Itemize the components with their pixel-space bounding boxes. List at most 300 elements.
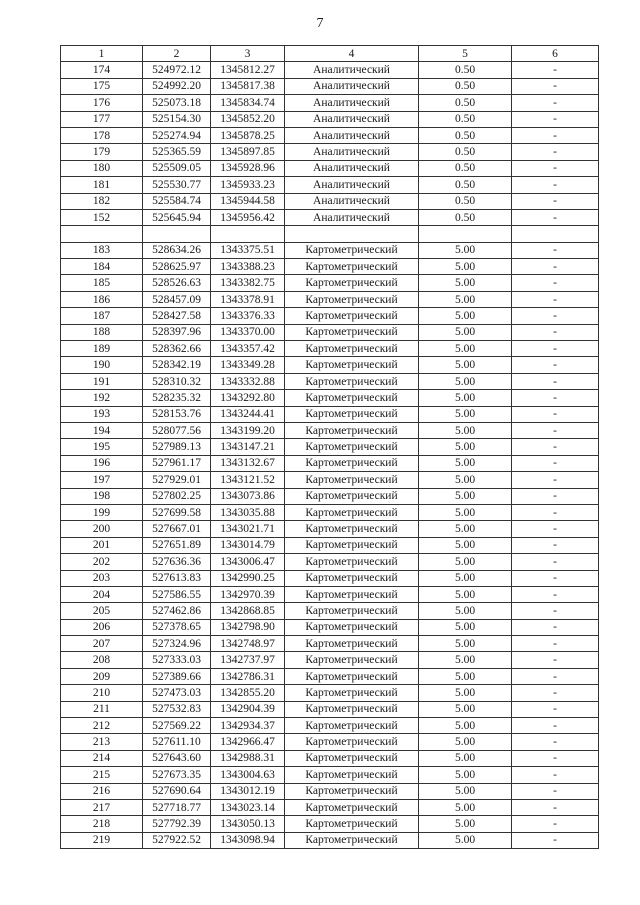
table-cell: -: [512, 767, 599, 783]
table-cell: -: [512, 603, 599, 619]
table-cell: 0.50: [419, 127, 512, 143]
table-cell: Картометрический: [285, 718, 419, 734]
table-cell: Картометрический: [285, 783, 419, 799]
table-cell: Картометрический: [285, 373, 419, 389]
table-cell: 207: [61, 636, 143, 652]
table-cell: 5.00: [419, 816, 512, 832]
table-cell: 528362.66: [143, 341, 211, 357]
table-cell: -: [512, 636, 599, 652]
table-row: [61, 521, 599, 537]
table-cell: 1342970.39: [211, 586, 285, 602]
table-row: [61, 341, 599, 357]
table-row: [61, 62, 599, 78]
table-row: [61, 226, 599, 242]
table-row: [61, 291, 599, 307]
table-cell: -: [512, 832, 599, 848]
table-cell: Картометрический: [285, 242, 419, 258]
table-cell: 527636.36: [143, 554, 211, 570]
table-cell: -: [512, 373, 599, 389]
table-row: [61, 144, 599, 160]
table-cell: -: [512, 783, 599, 799]
table-cell: 1342988.31: [211, 750, 285, 766]
table-cell: -: [512, 537, 599, 553]
table-cell: 528625.97: [143, 259, 211, 275]
table-cell: 1345897.85: [211, 144, 285, 160]
table-cell: 525274.94: [143, 127, 211, 143]
table-cell: -: [512, 685, 599, 701]
table-cell: 5.00: [419, 373, 512, 389]
table-cell: 527473.03: [143, 685, 211, 701]
table-cell: 1343035.88: [211, 504, 285, 520]
table-row: [61, 718, 599, 734]
table-cell: 175: [61, 78, 143, 94]
table-cell: 527802.25: [143, 488, 211, 504]
table-cell: -: [512, 209, 599, 225]
table-cell: -: [512, 799, 599, 815]
table-cell: -: [512, 701, 599, 717]
table-cell: 208: [61, 652, 143, 668]
table-cell: 5.00: [419, 439, 512, 455]
table-cell: 525645.94: [143, 209, 211, 225]
table-cell: 5.00: [419, 799, 512, 815]
table-cell: Картометрический: [285, 275, 419, 291]
table-cell: 527389.66: [143, 668, 211, 684]
table-cell: 5.00: [419, 685, 512, 701]
table-cell: 1343098.94: [211, 832, 285, 848]
table-cell: Картометрический: [285, 259, 419, 275]
table-cell: -: [512, 619, 599, 635]
table-cell: Картометрический: [285, 767, 419, 783]
table-cell: 1343021.71: [211, 521, 285, 537]
table-row: [61, 603, 599, 619]
table-cell: 5.00: [419, 488, 512, 504]
table-cell: 527611.10: [143, 734, 211, 750]
table-row: [61, 177, 599, 193]
table-cell: Картометрический: [285, 439, 419, 455]
table-cell: 206: [61, 619, 143, 635]
table-cell: 1345928.96: [211, 160, 285, 176]
table-row: [61, 308, 599, 324]
table-cell: 1343388.23: [211, 259, 285, 275]
table-row: [61, 472, 599, 488]
table-row: [61, 455, 599, 471]
table-cell: 1342798.90: [211, 619, 285, 635]
table-cell: -: [512, 95, 599, 111]
table-cell: 5.00: [419, 586, 512, 602]
table-row: [61, 95, 599, 111]
table-cell: 205: [61, 603, 143, 619]
table-cell: -: [512, 586, 599, 602]
table-cell: Картометрический: [285, 701, 419, 717]
table-cell: 527989.13: [143, 439, 211, 455]
table-cell: 5.00: [419, 275, 512, 291]
table-cell: 195: [61, 439, 143, 455]
table-cell: 5.00: [419, 570, 512, 586]
table-cell: 1343357.42: [211, 341, 285, 357]
table-cell: 0.50: [419, 62, 512, 78]
table-cell: Аналитический: [285, 144, 419, 160]
table-cell: Аналитический: [285, 78, 419, 94]
table-cell: 527613.83: [143, 570, 211, 586]
table-cell: 181: [61, 177, 143, 193]
table-cell: [512, 226, 599, 242]
table-cell: 5.00: [419, 718, 512, 734]
column-header: 5: [419, 46, 512, 62]
table-row: [61, 406, 599, 422]
table-cell: 528397.96: [143, 324, 211, 340]
table-cell: 1343121.52: [211, 472, 285, 488]
table-row: [61, 586, 599, 602]
table-row: [61, 422, 599, 438]
table-cell: 186: [61, 291, 143, 307]
table-cell: -: [512, 734, 599, 750]
table-cell: Картометрический: [285, 422, 419, 438]
table-cell: 527378.65: [143, 619, 211, 635]
table-cell: 5.00: [419, 390, 512, 406]
table-cell: 527333.03: [143, 652, 211, 668]
table-cell: 187: [61, 308, 143, 324]
table-cell: 527699.58: [143, 504, 211, 520]
table-row: [61, 259, 599, 275]
table-cell: 5.00: [419, 554, 512, 570]
table-cell: Аналитический: [285, 62, 419, 78]
table-cell: -: [512, 406, 599, 422]
table-cell: [143, 226, 211, 242]
table-cell: 5.00: [419, 455, 512, 471]
table-cell: 5.00: [419, 242, 512, 258]
table-cell: -: [512, 242, 599, 258]
table-cell: 524992.20: [143, 78, 211, 94]
table-row: [61, 799, 599, 815]
table-cell: -: [512, 341, 599, 357]
table-cell: 1343073.86: [211, 488, 285, 504]
table-cell: 525530.77: [143, 177, 211, 193]
column-header: 4: [285, 46, 419, 62]
table-cell: -: [512, 177, 599, 193]
table-cell: Картометрический: [285, 537, 419, 553]
table-row: [61, 193, 599, 209]
table-cell: -: [512, 193, 599, 209]
table-cell: 525584.74: [143, 193, 211, 209]
table-cell: 528153.76: [143, 406, 211, 422]
table-row: [61, 209, 599, 225]
table-cell: 5.00: [419, 767, 512, 783]
table-row: [61, 685, 599, 701]
table-cell: Картометрический: [285, 521, 419, 537]
table-cell: Аналитический: [285, 95, 419, 111]
table-cell: Картометрический: [285, 636, 419, 652]
table-cell: -: [512, 455, 599, 471]
table-cell: Картометрический: [285, 390, 419, 406]
table-cell: 525509.05: [143, 160, 211, 176]
table-cell: 5.00: [419, 537, 512, 553]
table-cell: 219: [61, 832, 143, 848]
table-row: [61, 554, 599, 570]
table-cell: -: [512, 652, 599, 668]
table-cell: Картометрический: [285, 308, 419, 324]
table-cell: 528457.09: [143, 291, 211, 307]
table-cell: Картометрический: [285, 406, 419, 422]
table-cell: 5.00: [419, 783, 512, 799]
table-cell: -: [512, 472, 599, 488]
table-cell: Аналитический: [285, 209, 419, 225]
table-cell: 5.00: [419, 750, 512, 766]
table-cell: -: [512, 521, 599, 537]
table-cell: 527651.89: [143, 537, 211, 553]
table-cell: Картометрический: [285, 750, 419, 766]
table-cell: Аналитический: [285, 193, 419, 209]
table-cell: -: [512, 111, 599, 127]
table-cell: 217: [61, 799, 143, 815]
table-cell: 197: [61, 472, 143, 488]
table-cell: 5.00: [419, 357, 512, 373]
table-cell: 1342934.37: [211, 718, 285, 734]
table-cell: Картометрический: [285, 816, 419, 832]
table-cell: 1345812.27: [211, 62, 285, 78]
table-cell: 177: [61, 111, 143, 127]
table-cell: 1345852.20: [211, 111, 285, 127]
table-cell: -: [512, 259, 599, 275]
table-cell: 178: [61, 127, 143, 143]
table-cell: Картометрический: [285, 799, 419, 815]
table-row: [61, 373, 599, 389]
table-cell: 524972.12: [143, 62, 211, 78]
table-cell: 1343292.80: [211, 390, 285, 406]
table-cell: 1345817.38: [211, 78, 285, 94]
table-cell: 210: [61, 685, 143, 701]
table-cell: 1343370.00: [211, 324, 285, 340]
table-cell: 5.00: [419, 406, 512, 422]
table-cell: 528526.63: [143, 275, 211, 291]
table-cell: -: [512, 78, 599, 94]
table-cell: 528077.56: [143, 422, 211, 438]
table-cell: 528634.26: [143, 242, 211, 258]
table-row: [61, 324, 599, 340]
table-cell: 185: [61, 275, 143, 291]
table-row: [61, 439, 599, 455]
table-cell: -: [512, 324, 599, 340]
table-cell: 5.00: [419, 668, 512, 684]
table-cell: 201: [61, 537, 143, 553]
table-cell: 176: [61, 95, 143, 111]
table-cell: 190: [61, 357, 143, 373]
table-cell: 182: [61, 193, 143, 209]
table-cell: Картометрический: [285, 603, 419, 619]
table-cell: 184: [61, 259, 143, 275]
table-cell: -: [512, 750, 599, 766]
table-cell: Картометрический: [285, 586, 419, 602]
table-row: [61, 701, 599, 717]
table-row: [61, 832, 599, 848]
table-cell: 152: [61, 209, 143, 225]
column-header: 2: [143, 46, 211, 62]
table-cell: 5.00: [419, 341, 512, 357]
table-cell: 1345834.74: [211, 95, 285, 111]
table-row: [61, 275, 599, 291]
table-cell: 179: [61, 144, 143, 160]
table-cell: 1342748.97: [211, 636, 285, 652]
table-cell: 180: [61, 160, 143, 176]
table-cell: -: [512, 308, 599, 324]
table-cell: 527532.83: [143, 701, 211, 717]
table-cell: -: [512, 439, 599, 455]
table-cell: 1345933.23: [211, 177, 285, 193]
table-cell: 191: [61, 373, 143, 389]
table-body: [61, 62, 599, 849]
table-cell: Аналитический: [285, 127, 419, 143]
table-cell: 1343332.88: [211, 373, 285, 389]
column-header: 1: [61, 46, 143, 62]
table-cell: [419, 226, 512, 242]
table-cell: 196: [61, 455, 143, 471]
table-cell: 527324.96: [143, 636, 211, 652]
table-cell: 527643.60: [143, 750, 211, 766]
table-row: [61, 127, 599, 143]
table-cell: 209: [61, 668, 143, 684]
table-cell: Картометрический: [285, 324, 419, 340]
table-cell: 1342966.47: [211, 734, 285, 750]
table-row: [61, 488, 599, 504]
table-cell: -: [512, 422, 599, 438]
table-cell: [61, 226, 143, 242]
table-cell: 0.50: [419, 144, 512, 160]
table-cell: 1343012.19: [211, 783, 285, 799]
table-cell: 1345944.58: [211, 193, 285, 209]
table-cell: 1343004.63: [211, 767, 285, 783]
coordinates-table: [60, 45, 599, 849]
table-cell: 527673.35: [143, 767, 211, 783]
table-cell: -: [512, 275, 599, 291]
table-cell: 202: [61, 554, 143, 570]
table-row: [61, 504, 599, 520]
table-cell: 1342990.25: [211, 570, 285, 586]
table-cell: 5.00: [419, 291, 512, 307]
table-row: [61, 783, 599, 799]
table-cell: Картометрический: [285, 504, 419, 520]
table-cell: 0.50: [419, 160, 512, 176]
table-cell: Картометрический: [285, 455, 419, 471]
table-cell: 211: [61, 701, 143, 717]
table-cell: Картометрический: [285, 734, 419, 750]
table-row: [61, 390, 599, 406]
table-cell: 218: [61, 816, 143, 832]
table-cell: 5.00: [419, 324, 512, 340]
table-cell: Картометрический: [285, 652, 419, 668]
table-cell: -: [512, 62, 599, 78]
table-cell: -: [512, 127, 599, 143]
table-cell: Аналитический: [285, 160, 419, 176]
table-cell: [211, 226, 285, 242]
table-cell: -: [512, 160, 599, 176]
table-cell: -: [512, 488, 599, 504]
table-cell: -: [512, 504, 599, 520]
table-cell: 183: [61, 242, 143, 258]
table-cell: 527667.01: [143, 521, 211, 537]
table-cell: 1342868.85: [211, 603, 285, 619]
table-cell: 0.50: [419, 95, 512, 111]
table-header-row: [61, 46, 599, 62]
table-cell: 5.00: [419, 259, 512, 275]
table-cell: 528342.19: [143, 357, 211, 373]
table-row: [61, 652, 599, 668]
column-header: 6: [512, 46, 599, 62]
table-cell: 215: [61, 767, 143, 783]
table-row: [61, 78, 599, 94]
table-cell: 1342904.39: [211, 701, 285, 717]
table-cell: 192: [61, 390, 143, 406]
table-row: [61, 570, 599, 586]
table-cell: 5.00: [419, 521, 512, 537]
table-cell: 1343376.33: [211, 308, 285, 324]
table-cell: Аналитический: [285, 177, 419, 193]
table-cell: 525154.30: [143, 111, 211, 127]
column-header: 3: [211, 46, 285, 62]
table-cell: Картометрический: [285, 291, 419, 307]
table-cell: 1343378.91: [211, 291, 285, 307]
table-cell: 528235.32: [143, 390, 211, 406]
table-cell: 204: [61, 586, 143, 602]
table-cell: Аналитический: [285, 111, 419, 127]
table-cell: 1342855.20: [211, 685, 285, 701]
table-cell: 527961.17: [143, 455, 211, 471]
table-cell: 1345878.25: [211, 127, 285, 143]
table-row: [61, 636, 599, 652]
table-row: [61, 668, 599, 684]
table-cell: Картометрический: [285, 554, 419, 570]
table-cell: -: [512, 144, 599, 160]
table-cell: Картометрический: [285, 357, 419, 373]
table-cell: 198: [61, 488, 143, 504]
table-cell: 1343050.13: [211, 816, 285, 832]
table-cell: 0.50: [419, 209, 512, 225]
table-cell: [285, 226, 419, 242]
table-cell: Картометрический: [285, 488, 419, 504]
table-cell: 1343199.20: [211, 422, 285, 438]
table-cell: Картометрический: [285, 570, 419, 586]
table-cell: 527718.77: [143, 799, 211, 815]
table-cell: 0.50: [419, 111, 512, 127]
table-cell: 213: [61, 734, 143, 750]
table-cell: Картометрический: [285, 341, 419, 357]
table-row: [61, 160, 599, 176]
table-cell: 527929.01: [143, 472, 211, 488]
table-cell: 525073.18: [143, 95, 211, 111]
table-cell: 1343006.47: [211, 554, 285, 570]
table-cell: 5.00: [419, 652, 512, 668]
table-row: [61, 816, 599, 832]
table-row: [61, 767, 599, 783]
table-row: [61, 537, 599, 553]
table-cell: 216: [61, 783, 143, 799]
table-cell: 5.00: [419, 734, 512, 750]
table-cell: 5.00: [419, 422, 512, 438]
table-row: [61, 750, 599, 766]
table-cell: 528427.58: [143, 308, 211, 324]
table-cell: Картометрический: [285, 619, 419, 635]
table-cell: -: [512, 668, 599, 684]
table-cell: 0.50: [419, 78, 512, 94]
table-cell: 188: [61, 324, 143, 340]
table-cell: 189: [61, 341, 143, 357]
page-number: 7: [316, 16, 324, 31]
table-cell: 214: [61, 750, 143, 766]
table-cell: 5.00: [419, 701, 512, 717]
table-cell: Картометрический: [285, 685, 419, 701]
table-cell: Картометрический: [285, 472, 419, 488]
table-cell: 1342786.31: [211, 668, 285, 684]
table-cell: 525365.59: [143, 144, 211, 160]
table-cell: 194: [61, 422, 143, 438]
